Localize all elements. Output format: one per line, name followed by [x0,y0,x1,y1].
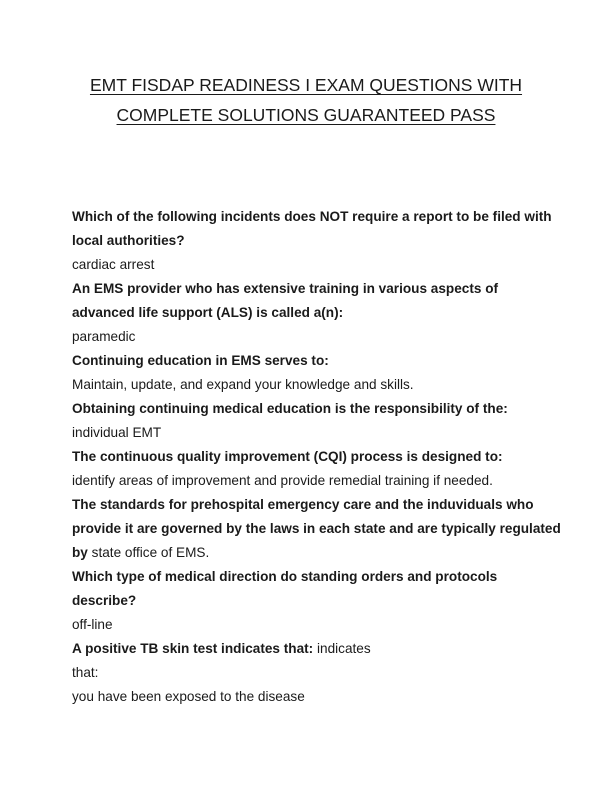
answer-3: Maintain, update, and expand your knowledge and skills. [72,377,414,392]
answer-2: paramedic [72,329,136,344]
question-5: The continuous quality improvement (CQI) process is designed to: [72,449,503,464]
document-title [60,70,552,130]
question-answer-8 [72,637,562,661]
question-1: Which of the following incidents does NOT require a report to be filed with local authorities? [72,209,552,248]
answer-1: cardiac arrest [72,257,155,272]
question-7: Which type of medical direction do standing orders and protocols describe? [72,569,498,608]
answer-5: identify areas of improvement and provide remedial training if needed. [72,473,493,488]
title-line-2: COMPLETE SOLUTIONS GUARANTEED PASS [116,105,496,125]
answer-4: individual EMT [72,425,162,440]
answer-8: you have been exposed to the disease [72,689,305,704]
answer-8-line2: that: [72,665,99,680]
answer-8-inline: indicates [317,641,371,656]
answer-6: state office of EMS. [91,545,210,560]
question-answer-6 [72,493,562,565]
question-3: Continuing education in EMS serves to: [72,353,329,368]
question-8: A positive TB skin test indicates that: [72,641,314,656]
answer-7: off-line [72,617,113,632]
question-6: The standards for prehospital emergency care and the induviduals who provide it are governed by the laws in each state and are typically regulated by [72,497,561,560]
question-answer-list [72,205,562,709]
question-4: Obtaining continuing medical education is the responsibility of the: [72,401,508,416]
title-line-1: EMT FISDAP READINESS I EXAM QUESTIONS WITH [89,75,523,95]
question-2: An EMS provider who has extensive training in various aspects of advanced life support (ALS) is called a(n): [72,281,499,320]
